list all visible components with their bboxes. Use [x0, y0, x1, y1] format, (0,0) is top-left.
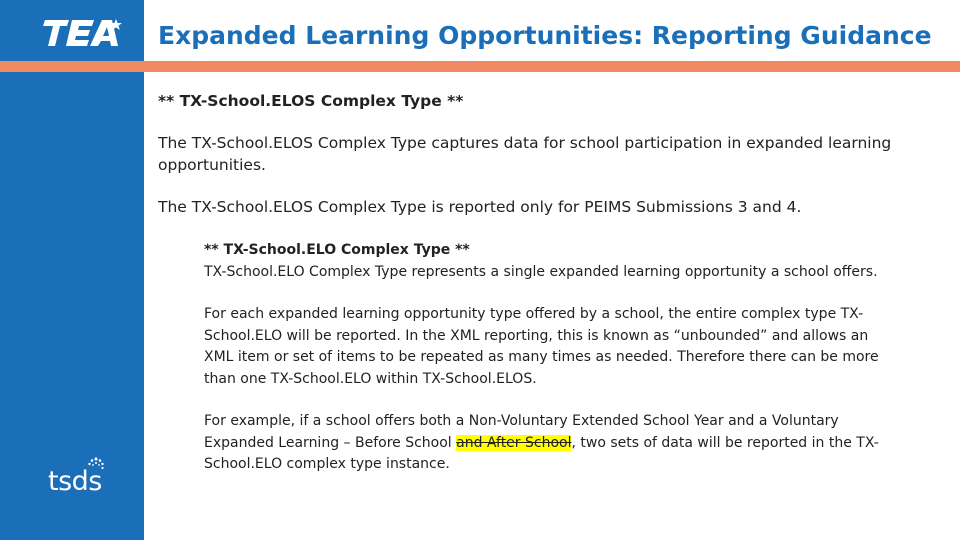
- tsds-logo: [48, 456, 120, 502]
- paragraph-submissions: The TX-School.ELOS Complex Type is reported only for PEIMS Submissions 3 and 4.: [158, 198, 802, 216]
- sparkle-dots-icon: [86, 456, 106, 476]
- sidebar: [0, 0, 144, 540]
- paragraph-description: The TX-School.ELOS Complex Type captures data for school participation in expanded learning opportunities.: [158, 134, 892, 174]
- accent-bar: [0, 61, 960, 72]
- tsds-logo-text: tsds: [48, 466, 102, 497]
- example-text-before: For example, if a school offers both a Non-Voluntary Extended School Year and a Voluntary Expanded Learning – Before School: [204, 413, 839, 451]
- section-heading: ** TX-School.ELOS Complex Type **: [158, 92, 464, 110]
- tea-logo-icon: [42, 18, 124, 48]
- tea-logo: [42, 18, 124, 48]
- subsection-paragraph-definition: TX-School.ELO Complex Type represents a single expanded learning opportunity a school offers.: [204, 263, 878, 280]
- example-text-after: , two sets of data will be reported in the TX-School.ELO complex type instance.: [204, 434, 879, 472]
- subsection-elo: [204, 240, 894, 476]
- main-content: [158, 90, 938, 476]
- page-title: Expanded Learning Opportunities: Reporting Guidance: [158, 21, 932, 50]
- subsection-heading: ** TX-School.ELO Complex Type **: [204, 242, 470, 258]
- subsection-paragraph-example: [204, 411, 894, 476]
- subsection-paragraph-unbounded: For each expanded learning opportunity type offered by a school, the entire complex type TX-School.ELO will be reported. In the XML reporting, this is known as “unbounded” and allows an XML item or set of items to be repeated as many times as needed. Therefore there can be more than one TX-School.ELO within TX-School.ELOS.: [204, 306, 879, 387]
- highlighted-struck-text: and After School: [456, 434, 572, 451]
